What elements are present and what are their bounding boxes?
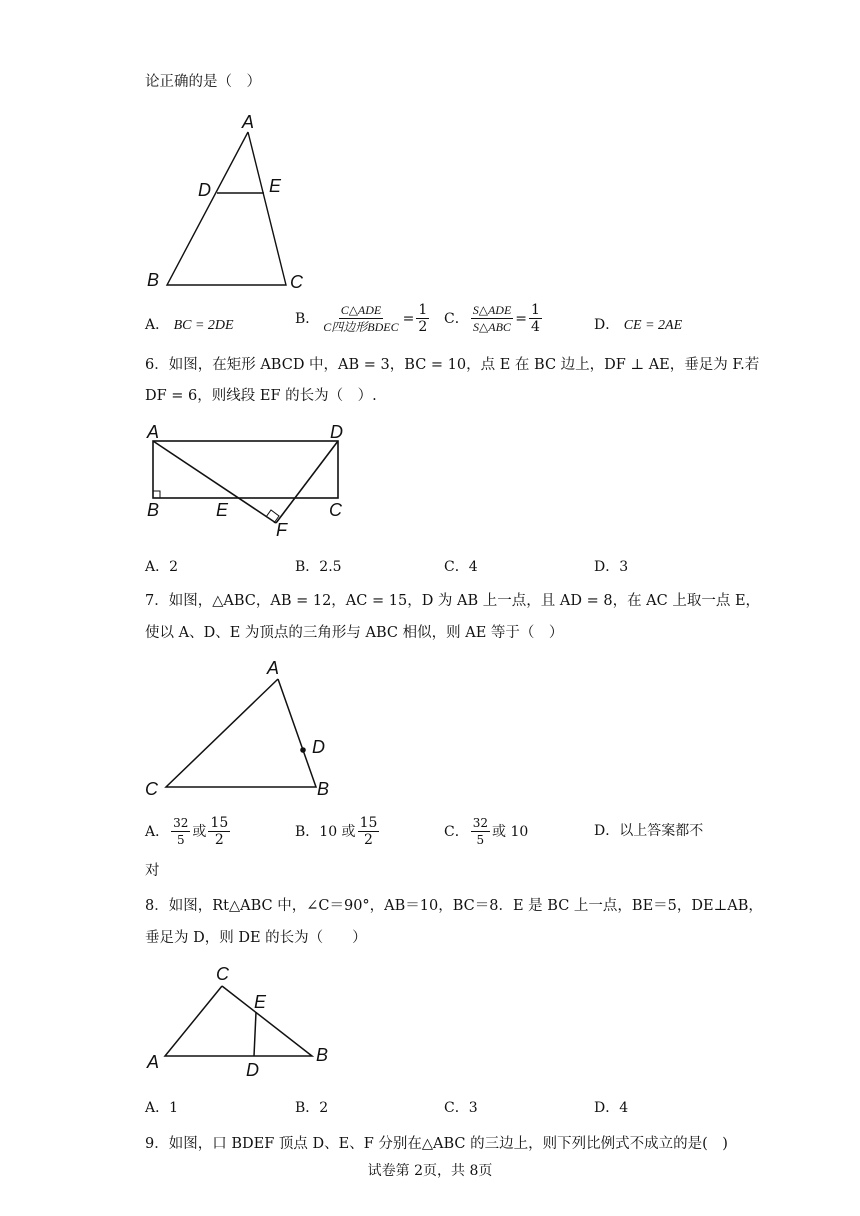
q7-option-a[interactable]: A． $\frac{32}{5}$ 或 $\frac{15}{2}$: [145, 815, 229, 848]
q6-stem-line2: DF = 6，则线段 EF 的长为（ ）.: [145, 388, 377, 404]
q7-stem-line1: 7．如图，△ABC，AB = 12，AC = 15，D 为 AB 上一点，且 AD = 8，在 AC 上取一点 E，: [145, 593, 761, 609]
option-value-fraction: $\frac{1}{4}$: [531, 302, 540, 335]
q5-label-c: C: [290, 272, 303, 292]
q7-option-b[interactable]: B． 10 或 $\frac{15}{2}$: [295, 815, 378, 848]
option-fraction: $\frac{15}{2}$: [210, 815, 229, 848]
q5-label-b: B: [147, 270, 160, 290]
q6-label-e: E: [216, 500, 229, 520]
q7-label-a: A: [267, 658, 280, 678]
option-value-fraction: $\frac{1}{2}$: [418, 302, 428, 335]
q9-stem-line1: 9．如图，口 BDEF 顶点 D、E、F 分别在△ABC 的三边上，则下列比例式不成立的是( ): [145, 1136, 728, 1152]
q7-label-d: D: [312, 737, 325, 757]
option-text: CE = 2AE: [623, 318, 683, 333]
q8-label-c: C: [216, 964, 229, 984]
page-footer: 试卷第 2页，共 8页: [367, 1163, 493, 1179]
q5-label-e: E: [269, 176, 282, 196]
q8-label-b: B: [316, 1045, 329, 1065]
q7-option-d-wrap: 对: [145, 863, 160, 879]
q6-option-a[interactable]: A．2: [145, 559, 179, 575]
q7-label-c: C: [145, 779, 158, 799]
q6-label-c: C: [329, 500, 342, 520]
q5-tail-text: 论正确的是（ ）: [145, 74, 261, 90]
q7-option-d[interactable]: D．以上答案都不: [594, 823, 704, 839]
option-fraction: $\frac{\text{S△ADE}}{\text{S△ABC}}$: [472, 303, 512, 334]
q6-label-b: B: [147, 500, 160, 520]
option-fraction: $\frac{15}{2}$: [359, 815, 378, 848]
q8-option-d[interactable]: D．4: [594, 1100, 629, 1116]
q7-option-c[interactable]: C． $\frac{32}{5}$ 或 10: [444, 816, 529, 847]
option-letter: A．: [145, 317, 170, 333]
q8-label-a: A: [147, 1052, 160, 1072]
q5-option-c[interactable]: C． $\frac{\text{S△ADE}}{\text{S△ABC}}$ = $\frac{1}{4}$: [444, 302, 540, 335]
option-text: BC = 2DE: [173, 318, 234, 333]
q8-option-a[interactable]: A．1: [145, 1100, 179, 1116]
option-letter: D．: [594, 317, 620, 333]
q6-option-c[interactable]: C．4: [444, 559, 478, 575]
q8-label-e: E: [254, 992, 267, 1012]
q8-stem-line1: 8．如图，Rt△ABC 中，∠C＝90°，AB＝10，BC＝8．E 是 BC 上一点，BE＝5，DE⊥AB，: [145, 898, 763, 914]
q6-label-a: A: [147, 422, 160, 442]
q8-stem-line2: 垂足为 D，则 DE 的长为（ ）: [145, 930, 367, 946]
q6-label-d: D: [330, 422, 343, 442]
q5-label-d: D: [198, 180, 211, 200]
q5-label-a: A: [242, 112, 255, 132]
q6-option-b[interactable]: B．2.5: [295, 559, 342, 575]
q7-stem-line2: 使以 A、D、E 为顶点的三角形与 ABC 相似，则 AE 等于（ ）: [145, 625, 564, 641]
q8-label-d: D: [246, 1060, 259, 1080]
option-letter: B．: [295, 310, 320, 327]
q6-stem-line1: 6．如图，在矩形 ABCD 中，AB = 3，BC = 10，点 E 在 BC 边上，DF ⊥ AE，垂足为 F.若: [145, 357, 760, 373]
q6-label-f: F: [276, 520, 287, 540]
q7-label-b: B: [317, 779, 330, 799]
option-fraction: $\frac{32}{5}$: [173, 816, 189, 847]
q5-option-b[interactable]: B． $\frac{\text{C△ADE}}{\text{C四边形BDEC}}$ = $\frac{1}{2}$: [295, 302, 428, 335]
q6-option-d[interactable]: D．3: [594, 559, 629, 575]
option-fraction: $\frac{\text{C△ADE}}{\text{C四边形BDEC}}$: [323, 303, 399, 334]
option-letter: C．: [444, 310, 469, 327]
q8-option-b[interactable]: B．2: [295, 1100, 329, 1116]
option-fraction: $\frac{32}{5}$: [472, 816, 488, 847]
q8-option-c[interactable]: C．3: [444, 1100, 478, 1116]
